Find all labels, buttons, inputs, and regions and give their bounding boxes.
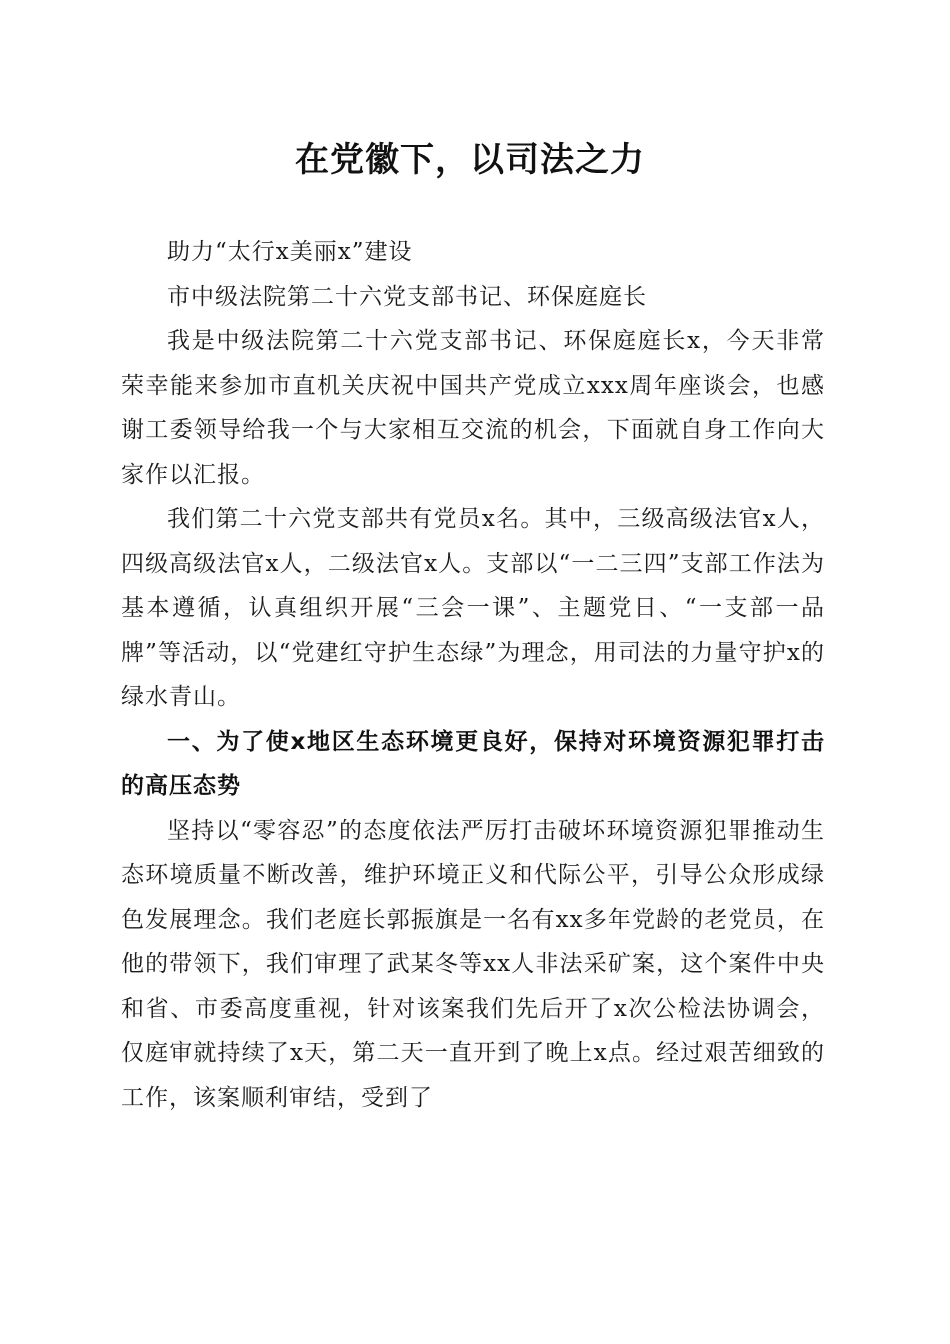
author-line: 市中级法院第二十六党支部书记、环保庭庭长 xyxy=(167,283,647,310)
document-body xyxy=(121,230,825,1120)
document-title: 在党徽下，以司法之力 xyxy=(295,140,645,180)
section-paragraph: 坚持以“零容忍”的态度依法严厉打击破坏环境资源犯罪推动生态环境质量不断改善，维护环境正义和代际公平，引导公众形成绿色发展理念。我们老庭长郭振旗是一名有xx多年党龄的老党员，在他的带领下，我们审理了武某冬等xx人非法采矿案，这个案件中央和省、市委高度重视，针对该案我们先后开了x次公检法协调会，仅庭审就持续了x天，第二天一直开到了晚上x点。经过艰苦细致的工作，该案顺利审结，受到了 xyxy=(121,817,825,1111)
subtitle: 助力“太行x美丽x”建设 xyxy=(167,239,413,265)
paragraph-introduction: 我是中级法院第二十六党支部书记、环保庭庭长x，今天非常荣幸能来参加市直机关庆祝中国共产党成立xxx周年座谈会，也感谢工委领导给我一个与大家相互交流的机会，下面就自身工作向大家作以汇报。 xyxy=(121,328,825,488)
section-heading: 一、为了使x地区生态环境更良好，保持对环境资源犯罪打击的高压态势 xyxy=(121,728,825,799)
paragraph-branch-overview: 我们第二十六党支部共有党员x名。其中，三级高级法官x人，四级高级法官x人，二级法官x人。支部以“一二三四”支部工作法为基本遵循，认真组织开展“三会一课”、主题党日、“一支部一品牌”等活动，以“党建红守护生态绿”为理念，用司法的力量守护x的绿水青山。 xyxy=(121,506,825,710)
